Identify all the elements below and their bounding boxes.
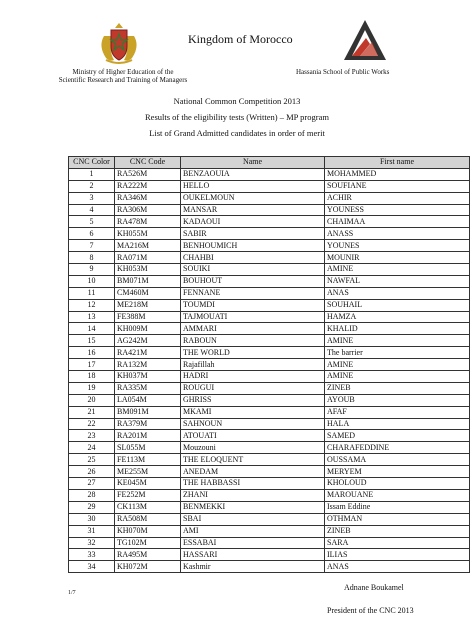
cell-first-name: MOUNIR — [325, 252, 470, 264]
cell-rank: 15 — [69, 335, 115, 347]
cell-rank: 26 — [69, 466, 115, 478]
cell-rank: 30 — [69, 513, 115, 525]
table-row — [69, 489, 470, 501]
cell-name: CHAHBI — [181, 252, 325, 264]
cell-rank: 14 — [69, 323, 115, 335]
cell-name: THE WORLD — [181, 347, 325, 359]
cell-first-name: CHAIMAA — [325, 216, 470, 228]
cell-first-name: AMINE — [325, 264, 470, 276]
table-row — [69, 180, 470, 192]
cell-first-name: AMINE — [325, 371, 470, 383]
cell-name: Mouzouni — [181, 442, 325, 454]
table-row — [69, 287, 470, 299]
cell-name: BENZAOUIA — [181, 168, 325, 180]
cell-cnc-code: RA306M — [115, 204, 181, 216]
cell-cnc-code: KE045M — [115, 478, 181, 490]
cell-cnc-code: LA054M — [115, 394, 181, 406]
cell-cnc-code: RA132M — [115, 359, 181, 371]
cell-name: OUKELMOUN — [181, 192, 325, 204]
table-row — [69, 347, 470, 359]
table-row — [69, 323, 470, 335]
header-cnc-color: CNC Color — [69, 157, 115, 169]
table-row — [69, 525, 470, 537]
cell-cnc-code: RA508M — [115, 513, 181, 525]
table-row — [69, 228, 470, 240]
cell-cnc-code: RA222M — [115, 180, 181, 192]
cell-cnc-code: KH053M — [115, 264, 181, 276]
ministry-line-1: Ministry of Higher Education of the — [72, 68, 174, 76]
cell-first-name: Issam Eddine — [325, 501, 470, 513]
table-header-row — [69, 157, 470, 169]
cell-name: ATOUATI — [181, 430, 325, 442]
table-row — [69, 466, 470, 478]
cell-first-name: OTHMAN — [325, 513, 470, 525]
table-row — [69, 204, 470, 216]
cell-cnc-code: TG102M — [115, 537, 181, 549]
cell-first-name: MOHAMMED — [325, 168, 470, 180]
cell-rank: 29 — [69, 501, 115, 513]
cell-first-name: ANAS — [325, 287, 470, 299]
cell-name: TOUMDI — [181, 299, 325, 311]
cell-rank: 1 — [69, 168, 115, 180]
table-row — [69, 192, 470, 204]
cell-cnc-code: AG242M — [115, 335, 181, 347]
cell-rank: 34 — [69, 561, 115, 573]
cell-name: BENHOUMICH — [181, 240, 325, 252]
cell-rank: 10 — [69, 275, 115, 287]
table-row — [69, 501, 470, 513]
table-row — [69, 478, 470, 490]
cell-rank: 19 — [69, 382, 115, 394]
cell-name: MKAMI — [181, 406, 325, 418]
cell-first-name: SAMED — [325, 430, 470, 442]
cell-rank: 13 — [69, 311, 115, 323]
cell-rank: 17 — [69, 359, 115, 371]
results-subtitle: Results of the eligibility tests (Written) – MP program — [145, 112, 329, 122]
cell-cnc-code: FE388M — [115, 311, 181, 323]
table-row — [69, 168, 470, 180]
cell-first-name: ZINEB — [325, 382, 470, 394]
cell-first-name: MERYEM — [325, 466, 470, 478]
cell-cnc-code: SL055M — [115, 442, 181, 454]
header-cnc-code: CNC Code — [115, 157, 181, 169]
cell-first-name: CHARAFEDDINE — [325, 442, 470, 454]
cell-name: AMI — [181, 525, 325, 537]
cell-rank: 6 — [69, 228, 115, 240]
table-row — [69, 430, 470, 442]
cell-rank: 18 — [69, 371, 115, 383]
cell-name: ZHANI — [181, 489, 325, 501]
cell-cnc-code: ME218M — [115, 299, 181, 311]
cell-first-name: HALA — [325, 418, 470, 430]
school-name: Hassania School of Public Works — [296, 68, 390, 76]
cell-name: FENNANE — [181, 287, 325, 299]
table-row — [69, 371, 470, 383]
cell-rank: 27 — [69, 478, 115, 490]
candidates-table — [68, 156, 470, 573]
cell-name: BENMEKKI — [181, 501, 325, 513]
cell-first-name: AYOUB — [325, 394, 470, 406]
table-row — [69, 537, 470, 549]
table-row — [69, 382, 470, 394]
list-subtitle: List of Grand Admitted candidates in order of merit — [149, 128, 325, 138]
cell-rank: 3 — [69, 192, 115, 204]
cell-name: GHRISS — [181, 394, 325, 406]
signer-name: Adnane Boukamel — [344, 583, 404, 592]
ministry-name — [38, 68, 208, 84]
cell-rank: 20 — [69, 394, 115, 406]
cell-first-name: HAMZA — [325, 311, 470, 323]
table-row — [69, 549, 470, 561]
cell-name: SAHNOUN — [181, 418, 325, 430]
cell-name: ROUGUI — [181, 382, 325, 394]
table-row — [69, 264, 470, 276]
cell-name: SOUIKI — [181, 264, 325, 276]
cell-name: RABOUN — [181, 335, 325, 347]
cell-rank: 4 — [69, 204, 115, 216]
school-triangle-logo-icon — [342, 18, 388, 62]
cell-name: ANEDAM — [181, 466, 325, 478]
cell-cnc-code: KH037M — [115, 371, 181, 383]
cell-first-name: MAROUANE — [325, 489, 470, 501]
table-row — [69, 513, 470, 525]
cell-name: HASSARI — [181, 549, 325, 561]
cell-first-name: ACHIR — [325, 192, 470, 204]
cell-rank: 7 — [69, 240, 115, 252]
cell-cnc-code: RA346M — [115, 192, 181, 204]
cell-name: THE HABBASSI — [181, 478, 325, 490]
cell-first-name: YOUNES — [325, 240, 470, 252]
cell-first-name: ANAS — [325, 561, 470, 573]
cell-first-name: The barrier — [325, 347, 470, 359]
cell-cnc-code: BM071M — [115, 275, 181, 287]
table-row — [69, 394, 470, 406]
document-header — [0, 0, 474, 150]
cell-cnc-code: FE252M — [115, 489, 181, 501]
competition-title: National Common Competition 2013 — [173, 96, 301, 106]
cell-rank: 33 — [69, 549, 115, 561]
header-first-name: First name — [325, 157, 470, 169]
cell-cnc-code: RA421M — [115, 347, 181, 359]
cell-cnc-code: MA216M — [115, 240, 181, 252]
cell-cnc-code: RA478M — [115, 216, 181, 228]
cell-rank: 8 — [69, 252, 115, 264]
cell-first-name: SOUFIANE — [325, 180, 470, 192]
cell-cnc-code: RA201M — [115, 430, 181, 442]
cell-rank: 11 — [69, 287, 115, 299]
cell-name: TAJMOUATI — [181, 311, 325, 323]
cell-name: HADRI — [181, 371, 325, 383]
cell-name: AMMARI — [181, 323, 325, 335]
cell-first-name: AMINE — [325, 359, 470, 371]
cell-rank: 2 — [69, 180, 115, 192]
cell-rank: 28 — [69, 489, 115, 501]
cell-cnc-code: KH070M — [115, 525, 181, 537]
cell-rank: 21 — [69, 406, 115, 418]
table-row — [69, 418, 470, 430]
cell-rank: 16 — [69, 347, 115, 359]
table-row — [69, 406, 470, 418]
cell-name: Rajafillah — [181, 359, 325, 371]
table-row — [69, 275, 470, 287]
cell-first-name: SARA — [325, 537, 470, 549]
table-row — [69, 442, 470, 454]
cell-first-name: SOUHAIL — [325, 299, 470, 311]
cell-first-name: AMINE — [325, 335, 470, 347]
cell-rank: 31 — [69, 525, 115, 537]
cell-rank: 24 — [69, 442, 115, 454]
cell-first-name: ILIAS — [325, 549, 470, 561]
table-body — [69, 168, 470, 572]
cell-first-name: NAWFAL — [325, 275, 470, 287]
kingdom-title: Kingdom of Morocco — [188, 32, 293, 46]
table-row — [69, 252, 470, 264]
header-name: Name — [181, 157, 325, 169]
table-row — [69, 311, 470, 323]
cell-rank: 25 — [69, 454, 115, 466]
cell-cnc-code: RA526M — [115, 168, 181, 180]
cell-name: ESSABAI — [181, 537, 325, 549]
cell-name: Kashmir — [181, 561, 325, 573]
ministry-line-2: Scientific Research and Training of Managers — [58, 76, 188, 84]
cell-first-name: AFAF — [325, 406, 470, 418]
cell-name: HELLO — [181, 180, 325, 192]
cell-cnc-code: RA495M — [115, 549, 181, 561]
cell-first-name: ZINEB — [325, 525, 470, 537]
cell-name: MANSAR — [181, 204, 325, 216]
cell-rank: 22 — [69, 418, 115, 430]
page-number: 1/7 — [68, 590, 76, 596]
table-row — [69, 240, 470, 252]
cell-name: SBAI — [181, 513, 325, 525]
cell-first-name: KHALID — [325, 323, 470, 335]
table-row — [69, 454, 470, 466]
cell-cnc-code: KH055M — [115, 228, 181, 240]
cell-name: KADAOUI — [181, 216, 325, 228]
cell-cnc-code: RA335M — [115, 382, 181, 394]
cell-name: THE ELOQUENT — [181, 454, 325, 466]
cell-cnc-code: RA071M — [115, 252, 181, 264]
cell-cnc-code: RA379M — [115, 418, 181, 430]
cell-cnc-code: KH072M — [115, 561, 181, 573]
moroccan-coat-of-arms-icon — [96, 20, 142, 66]
cell-rank: 32 — [69, 537, 115, 549]
cell-cnc-code: CM460M — [115, 287, 181, 299]
cell-first-name: YOUNESS — [325, 204, 470, 216]
cell-first-name: ANASS — [325, 228, 470, 240]
cell-rank: 12 — [69, 299, 115, 311]
table-row — [69, 335, 470, 347]
cell-cnc-code: CK113M — [115, 501, 181, 513]
cell-cnc-code: BM091M — [115, 406, 181, 418]
cell-cnc-code: FE113M — [115, 454, 181, 466]
table-row — [69, 359, 470, 371]
cell-name: BOUHOUT — [181, 275, 325, 287]
cell-first-name: OUSSAMA — [325, 454, 470, 466]
table-row — [69, 299, 470, 311]
cell-cnc-code: ME255M — [115, 466, 181, 478]
cell-cnc-code: KH009M — [115, 323, 181, 335]
table-row — [69, 216, 470, 228]
cell-rank: 23 — [69, 430, 115, 442]
cell-name: SABIR — [181, 228, 325, 240]
cell-first-name: KHOLOUD — [325, 478, 470, 490]
cell-rank: 5 — [69, 216, 115, 228]
table-row — [69, 561, 470, 573]
signer-role: President of the CNC 2013 — [327, 606, 414, 615]
cell-rank: 9 — [69, 264, 115, 276]
